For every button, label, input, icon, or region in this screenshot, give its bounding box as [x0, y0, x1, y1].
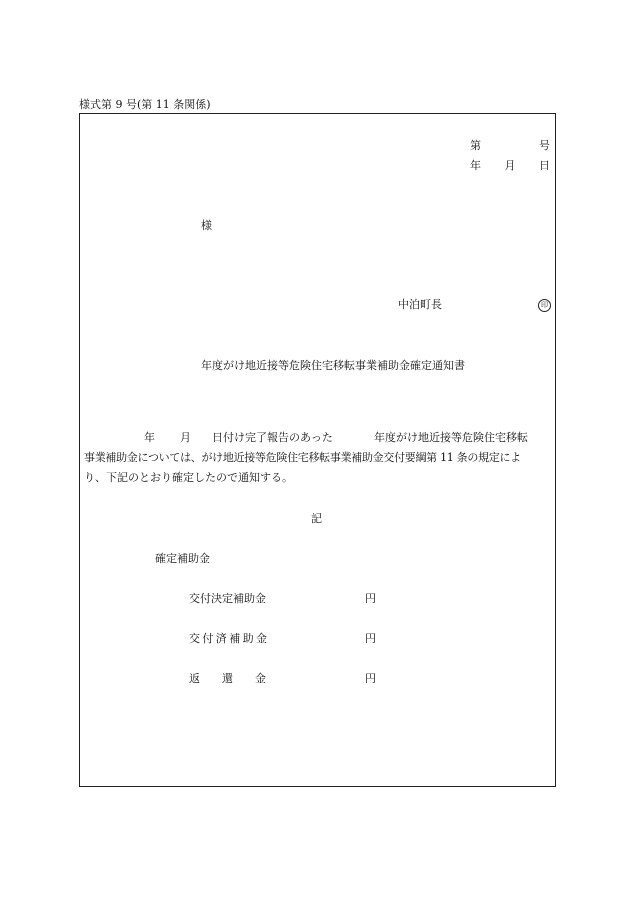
- issuer-title: 中泊町長: [398, 298, 442, 311]
- number-suffix: 号: [539, 139, 550, 152]
- amount-unit-paid: 円: [365, 632, 376, 645]
- number-prefix: 第: [470, 139, 481, 152]
- amount-label-paid: 交付済補助金: [189, 632, 270, 645]
- body-year: 年: [144, 431, 155, 444]
- body-paragraph: [84, 428, 552, 488]
- date-year: 年: [470, 159, 481, 172]
- addressee-suffix: 様: [201, 219, 212, 232]
- seal-icon: 印: [538, 299, 551, 312]
- body-day-text: 日付け完了報告のあった: [212, 431, 333, 444]
- issuer-seal-mark: [538, 298, 551, 312]
- body-line-2: 事業補助金については、がけ地近接等危険住宅移転事業補助金交付要綱第 11 条の規定によ: [84, 451, 521, 464]
- amount-label-refund: 返還金: [189, 672, 288, 685]
- section-title: 確定補助金: [155, 552, 210, 565]
- document-number-row: [470, 140, 550, 151]
- date-day: 日: [539, 159, 550, 172]
- body-fiscal-text: 年度がけ地近接等危険住宅移転: [374, 431, 528, 444]
- body-line-1: [84, 428, 552, 448]
- amount-unit-decided: 円: [365, 592, 376, 605]
- amount-unit-refund: 円: [365, 672, 376, 685]
- body-month: 月: [180, 431, 191, 444]
- form-label: 様式第 9 号(第 11 条関係): [79, 98, 211, 111]
- ki-marker: 記: [311, 512, 322, 525]
- amount-label-decided: 交付決定補助金: [189, 592, 266, 605]
- document-date-row: [470, 160, 550, 171]
- document-title: 年度がけ地近接等危険住宅移転事業補助金確定通知書: [201, 359, 465, 372]
- body-line-3: り、下記のとおり確定したので通知する。: [84, 471, 293, 484]
- date-month: 月: [504, 159, 516, 172]
